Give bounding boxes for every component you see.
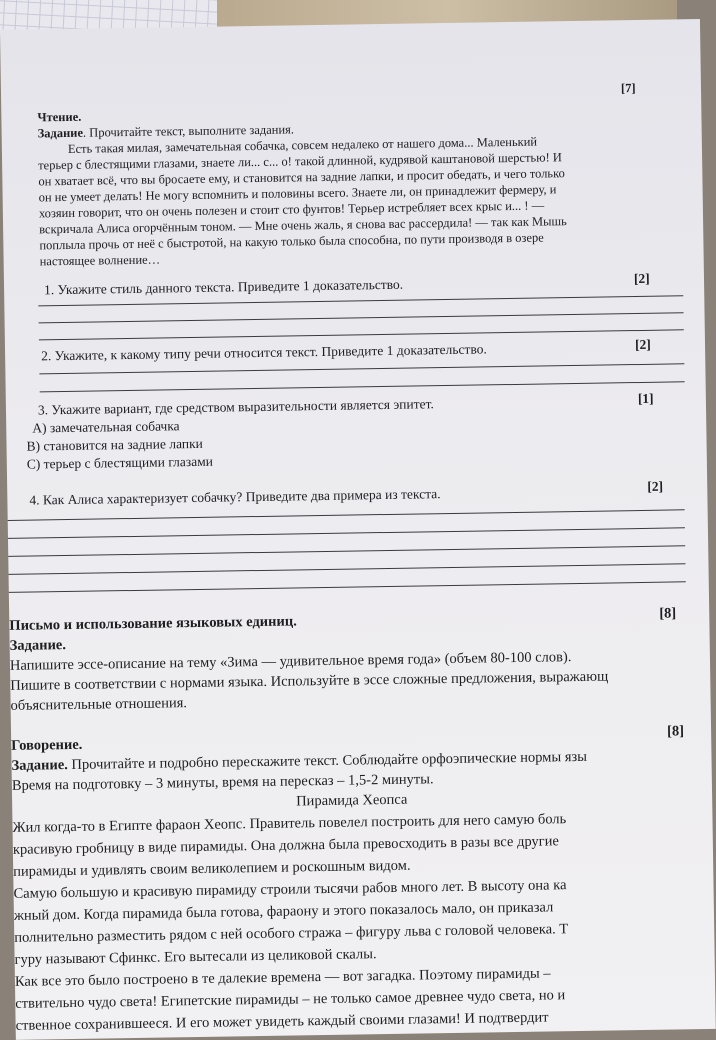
- writing-marks: [8]: [659, 605, 677, 622]
- story-line: гуру называют Сфинкс. Его вытесали из целиковой скалы.: [14, 946, 377, 968]
- question-3-option-c: С) терьер с блестящими глазами: [26, 453, 214, 472]
- passage-line: он не умеет делать! Не могу вспомнить и половины всего. Знаете ли, он принадлежит фермеру, и: [38, 182, 557, 205]
- passage-line: он хватает всё, что вы бросаете ему, и становится на задние лапки, и просит обедать, и чего только: [38, 166, 565, 189]
- speaking-marks: [8]: [666, 723, 685, 740]
- story-line: пирамиды и удивлять своим великолепием и роскошным видом.: [13, 857, 411, 880]
- answer-line: [8, 545, 685, 557]
- writing-heading: Письмо и использование языковых единиц.: [9, 613, 297, 634]
- exam-sheet: [0, 19, 716, 1040]
- writing-task-line: объяснительные отношения.: [10, 695, 188, 714]
- answer-line: [9, 563, 686, 575]
- speaking-task-line: Время на подготовку – 3 минуты, время на пересказ – 1,5-2 минуты.: [11, 771, 434, 794]
- answer-line: [9, 581, 686, 593]
- question-4-marks: [2]: [647, 478, 664, 494]
- speaking-task-text: Прочитайте и подробно перескажите текст. Соблюдайте орфоэпические нормы язы: [67, 748, 588, 774]
- reading-task-text: . Прочитайте текст, выполните задания.: [82, 122, 295, 140]
- question-3-option-a: А) замечательная собачка: [32, 418, 180, 436]
- passage-line: хозяин говорит, что он очень полезен и стоит сто фунтов! Терьер истребляет всех крыс и... ! —: [38, 198, 545, 221]
- question-2-marks: [2]: [634, 336, 651, 353]
- question-3: 3. Укажите вариант, где средством выразительности является эпитет.: [37, 396, 434, 418]
- passage-line: вскричала Алиса огорчённым тоном. — Мне очень жаль, я снова вас рассердила! — так как Мышь: [39, 214, 567, 237]
- story-line: ствительно чудо света! Египетские пирамиды – не только самое древнее чудо света, но и: [15, 987, 566, 1012]
- speaking-heading: Говорение.: [11, 736, 83, 754]
- story-line: ственное сохранившееся. И его может увидеть каждый своими глазами! И подтвердит: [15, 1009, 549, 1034]
- answer-line: [39, 329, 684, 340]
- passage-line: терьер с блестящими глазами, знаете ли... с... о! такой длинной, кудрявой каштановой шерстью! И: [38, 150, 562, 173]
- writing-task-line: Напишите эссе-описание на тему «Зима — удивительное время года» (объем 80-100 слов).: [9, 649, 572, 674]
- question-1: 1. Укажите стиль данного текста. Приведите 1 доказательство.: [43, 276, 404, 298]
- question-1-marks: [2]: [633, 270, 650, 287]
- speaking-task-label: Задание.: [11, 757, 68, 774]
- writing-task-line: Пишите в соответствии с нормами языка. Используйте в эссе сложные предложения, выражающ: [10, 668, 609, 694]
- story-line: красивую гробницу в виде пирамиды. Она должна была превосходить в разы все другие: [12, 833, 559, 858]
- reading-heading: Чтение.: [37, 109, 82, 125]
- answer-line: [39, 363, 684, 374]
- story-line: Самую большую и красивую пирамиду строили тысячи рабов много лет. В высоту она ка: [13, 877, 567, 902]
- story-line: Как все это было построено в те далекие времена — вот загадка. Поэтому пирамиды –: [14, 965, 551, 990]
- passage-line: настоящее волнение…: [39, 252, 161, 269]
- passage-line: поплыла прочь от неё с быстротой, на какую только была способна, по пути производя в озере: [39, 230, 544, 253]
- question-2: 2. Укажите, к какому типу речи относится текст. Приведите 1 доказательство.: [41, 341, 487, 364]
- answer-line: [39, 312, 684, 323]
- answer-line: [8, 509, 685, 521]
- answer-line: [40, 381, 685, 392]
- answer-line: [8, 527, 685, 539]
- question-4: 4. Как Алиса характеризует собачку? Приведите два примера из текста.: [29, 486, 441, 508]
- story-title: Пирамида Хеопса: [296, 791, 408, 810]
- question-3-marks: [1]: [637, 390, 654, 407]
- passage-line: Есть такая милая, замечательная собачка, совсем недалеко от нашего дома... Маленький: [67, 134, 538, 156]
- story-line: полнительно разместить рядом с ней особого стража – фигуру льва с головой человека. Т: [14, 921, 569, 946]
- reading-task-label: Задание: [37, 125, 84, 141]
- story-line: жный дом. Когда пирамида была готова, фараону и этого показалось мало, он приказал: [13, 899, 554, 924]
- reading-marks: [7]: [620, 81, 636, 96]
- story-line: Жил когда-то в Египте фараон Хеопс. Правитель повелел построить для него самую боль: [12, 811, 567, 836]
- writing-task-label: Задание.: [9, 637, 67, 654]
- question-3-option-b: В) становится на задние лапки: [26, 435, 203, 454]
